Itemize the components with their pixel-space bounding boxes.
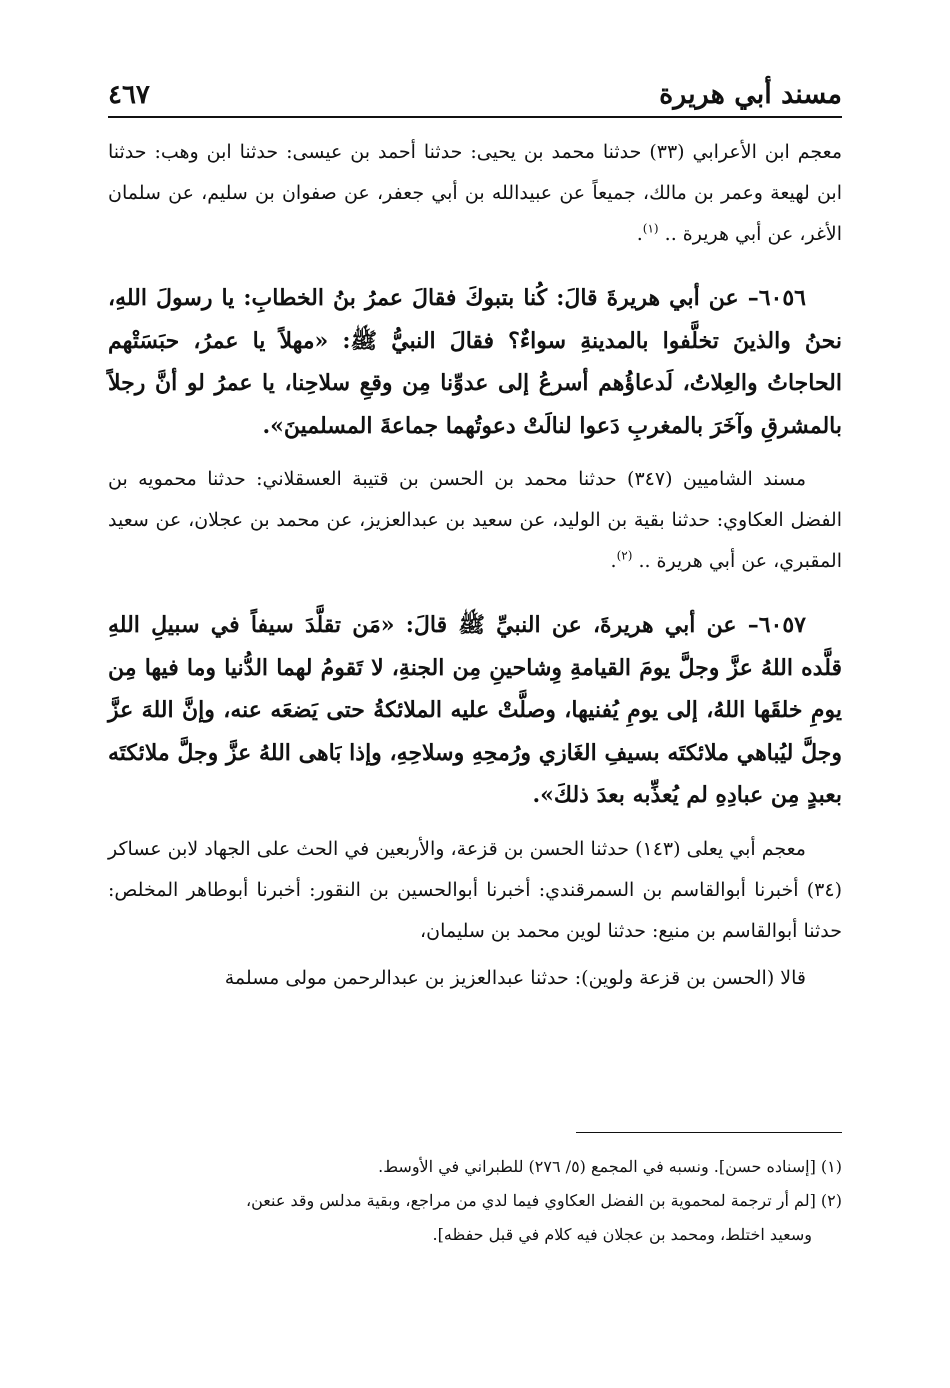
source-text: معجم ابن الأعرابي (٣٣) حدثنا محمد بن يحيى: حدثنا أحمد بن عيسى: حدثنا ابن وهب: حدثنا ابن لهيعة وعمر بن مالك، جميعاً عن عبيدالله بن أبي جعفر، عن صفوان بن سليم، عن سلمان الأغر، عن أبي هريرة .. xyxy=(108,141,843,245)
footnote-ref: (١) xyxy=(642,221,659,236)
source-paragraph: معجم ابن الأعرابي (٣٣) حدثنا محمد بن يحيى: حدثنا أحمد بن عيسى: حدثنا ابن وهب: حدثنا ابن لهيعة وعمر بن مالك، جميعاً عن عبيدالله بن أبي جعفر، عن صفوان بن سليم، عن سلمان الأغر، عن أبي هريرة .. $^{(١)}$. xyxy=(108,141,843,245)
source-paragraph: مسند الشاميين (٣٤٧) حدثنا محمد بن الحسن بن قتيبة العسقلاني: حدثنا محمويه بن الفضل العكاوي: حدثنا بقية بن الوليد، عن سعيد بن عبدالعزيز، عن محمد بن عجلان، عن سعيد المقبري، عن أبي هريرة .. $^{(٢)}$. xyxy=(108,468,842,572)
footnote xyxy=(108,1184,842,1218)
hadith-paragraph: ٦٠٥٧– عن أبي هريرةَ، عن النبيِّ ﷺ قالَ: «مَن تقلَّدَ سيفاً في سبيلِ اللهِ قلَّده اللهُ عزَّ وجلَّ يومَ القيامةِ وِشاحينِ مِن الجنةِ، لا تَقومُ لهما الدُّنيا وما فيها مِن يومِ خلقَها اللهُ، إلى يومِ يُفنيها، وصلَّتْ عليه الملائكةُ حتى يَضعَه عنه، وإنَّ اللهَ عزَّ وجلَّ ليُباهي ملائكتَه بسيفِ الغَازي ورُمحِهِ وسلاحِهِ، وإذا بَاهى اللهُ عزَّ وجلَّ ملائكتَه بعبدٍ مِن عبادِهِ لم يُعذِّبه بعدَ ذلكَ». xyxy=(108,612,842,808)
footnote-ref: (٢) xyxy=(616,548,633,563)
header-rule xyxy=(108,116,842,118)
footnote-continuation: وسعيد اختلط، ومحمد بن عجلان فيه كلام في قبل حفظه]. xyxy=(432,1225,812,1244)
footnote-text: [إسناده حسن]. ونسبه في المجمع (٥/ ٢٧٦) للطبراني في الأوسط. xyxy=(378,1157,816,1176)
source-paragraph: معجم أبي يعلى (١٤٣) حدثنا الحسن بن قزعة، والأربعين في الحث على الجهاد لابن عساكر (٣٤) أخبرنا أبوالقاسم بن السمرقندي: أخبرنا أبوالحسين بن النقور: أخبرنا أبوطاهر المخلص: حدثنا أبوالقاسم بن منيع: حدثنا لوين محمد بن سليمان، xyxy=(108,837,842,942)
page-body xyxy=(108,132,842,999)
footnote-text: [لم أر ترجمة لمحموية بن الفضل العكاوي فيما لدي من مراجع، وبقية مدلس وقد عنعن، xyxy=(245,1191,816,1210)
footnote-number: (١) xyxy=(820,1157,842,1176)
footnote-separator xyxy=(576,1132,842,1133)
hadith-paragraph: ٦٠٥٦– عن أبي هريرةَ قالَ: كُنا بتبوكَ فقالَ عمرُ بنُ الخطابِ: يا رسولَ اللهِ، نحنُ والذينَ تخلَّفوا بالمدينةِ سواءٌ؟ فقالَ النبيُّ ﷺ: «مهلاً يا عمرُ، حبَسَتْهم الحاجاتُ والعِلاتُ، لَدعاؤُهم أسرعُ إلى عدوِّنا مِن وقعِ سلاحِنا، يا عمرُ لو أنَّ رجلاً بالمشرقِ وآخَرَ بالمغربِ دَعوا لنالَتْ دعوتُهما جماعةَ المسلمينَ». xyxy=(108,285,842,439)
page-header xyxy=(108,66,842,110)
footnote xyxy=(108,1150,842,1184)
source-text: مسند الشاميين (٣٤٧) حدثنا محمد بن الحسن بن قتيبة العسقلاني: حدثنا محمويه بن الفضل العكاوي: حدثنا بقية بن الوليد، عن سعيد بن عبدالعزيز، عن محمد بن عجلان، عن سعيد المقبري، عن أبي هريرة .. xyxy=(108,468,842,572)
page-number: ٤٦٧ xyxy=(108,80,150,110)
source-paragraph: قالا (الحسن بن قزعة ولوين): حدثنا عبدالعزيز بن عبدالرحمن مولى مسلمة xyxy=(224,966,806,989)
footnotes xyxy=(108,1150,842,1252)
running-title: مسند أبي هريرة xyxy=(659,79,842,110)
footnote-number: (٢) xyxy=(820,1191,842,1210)
